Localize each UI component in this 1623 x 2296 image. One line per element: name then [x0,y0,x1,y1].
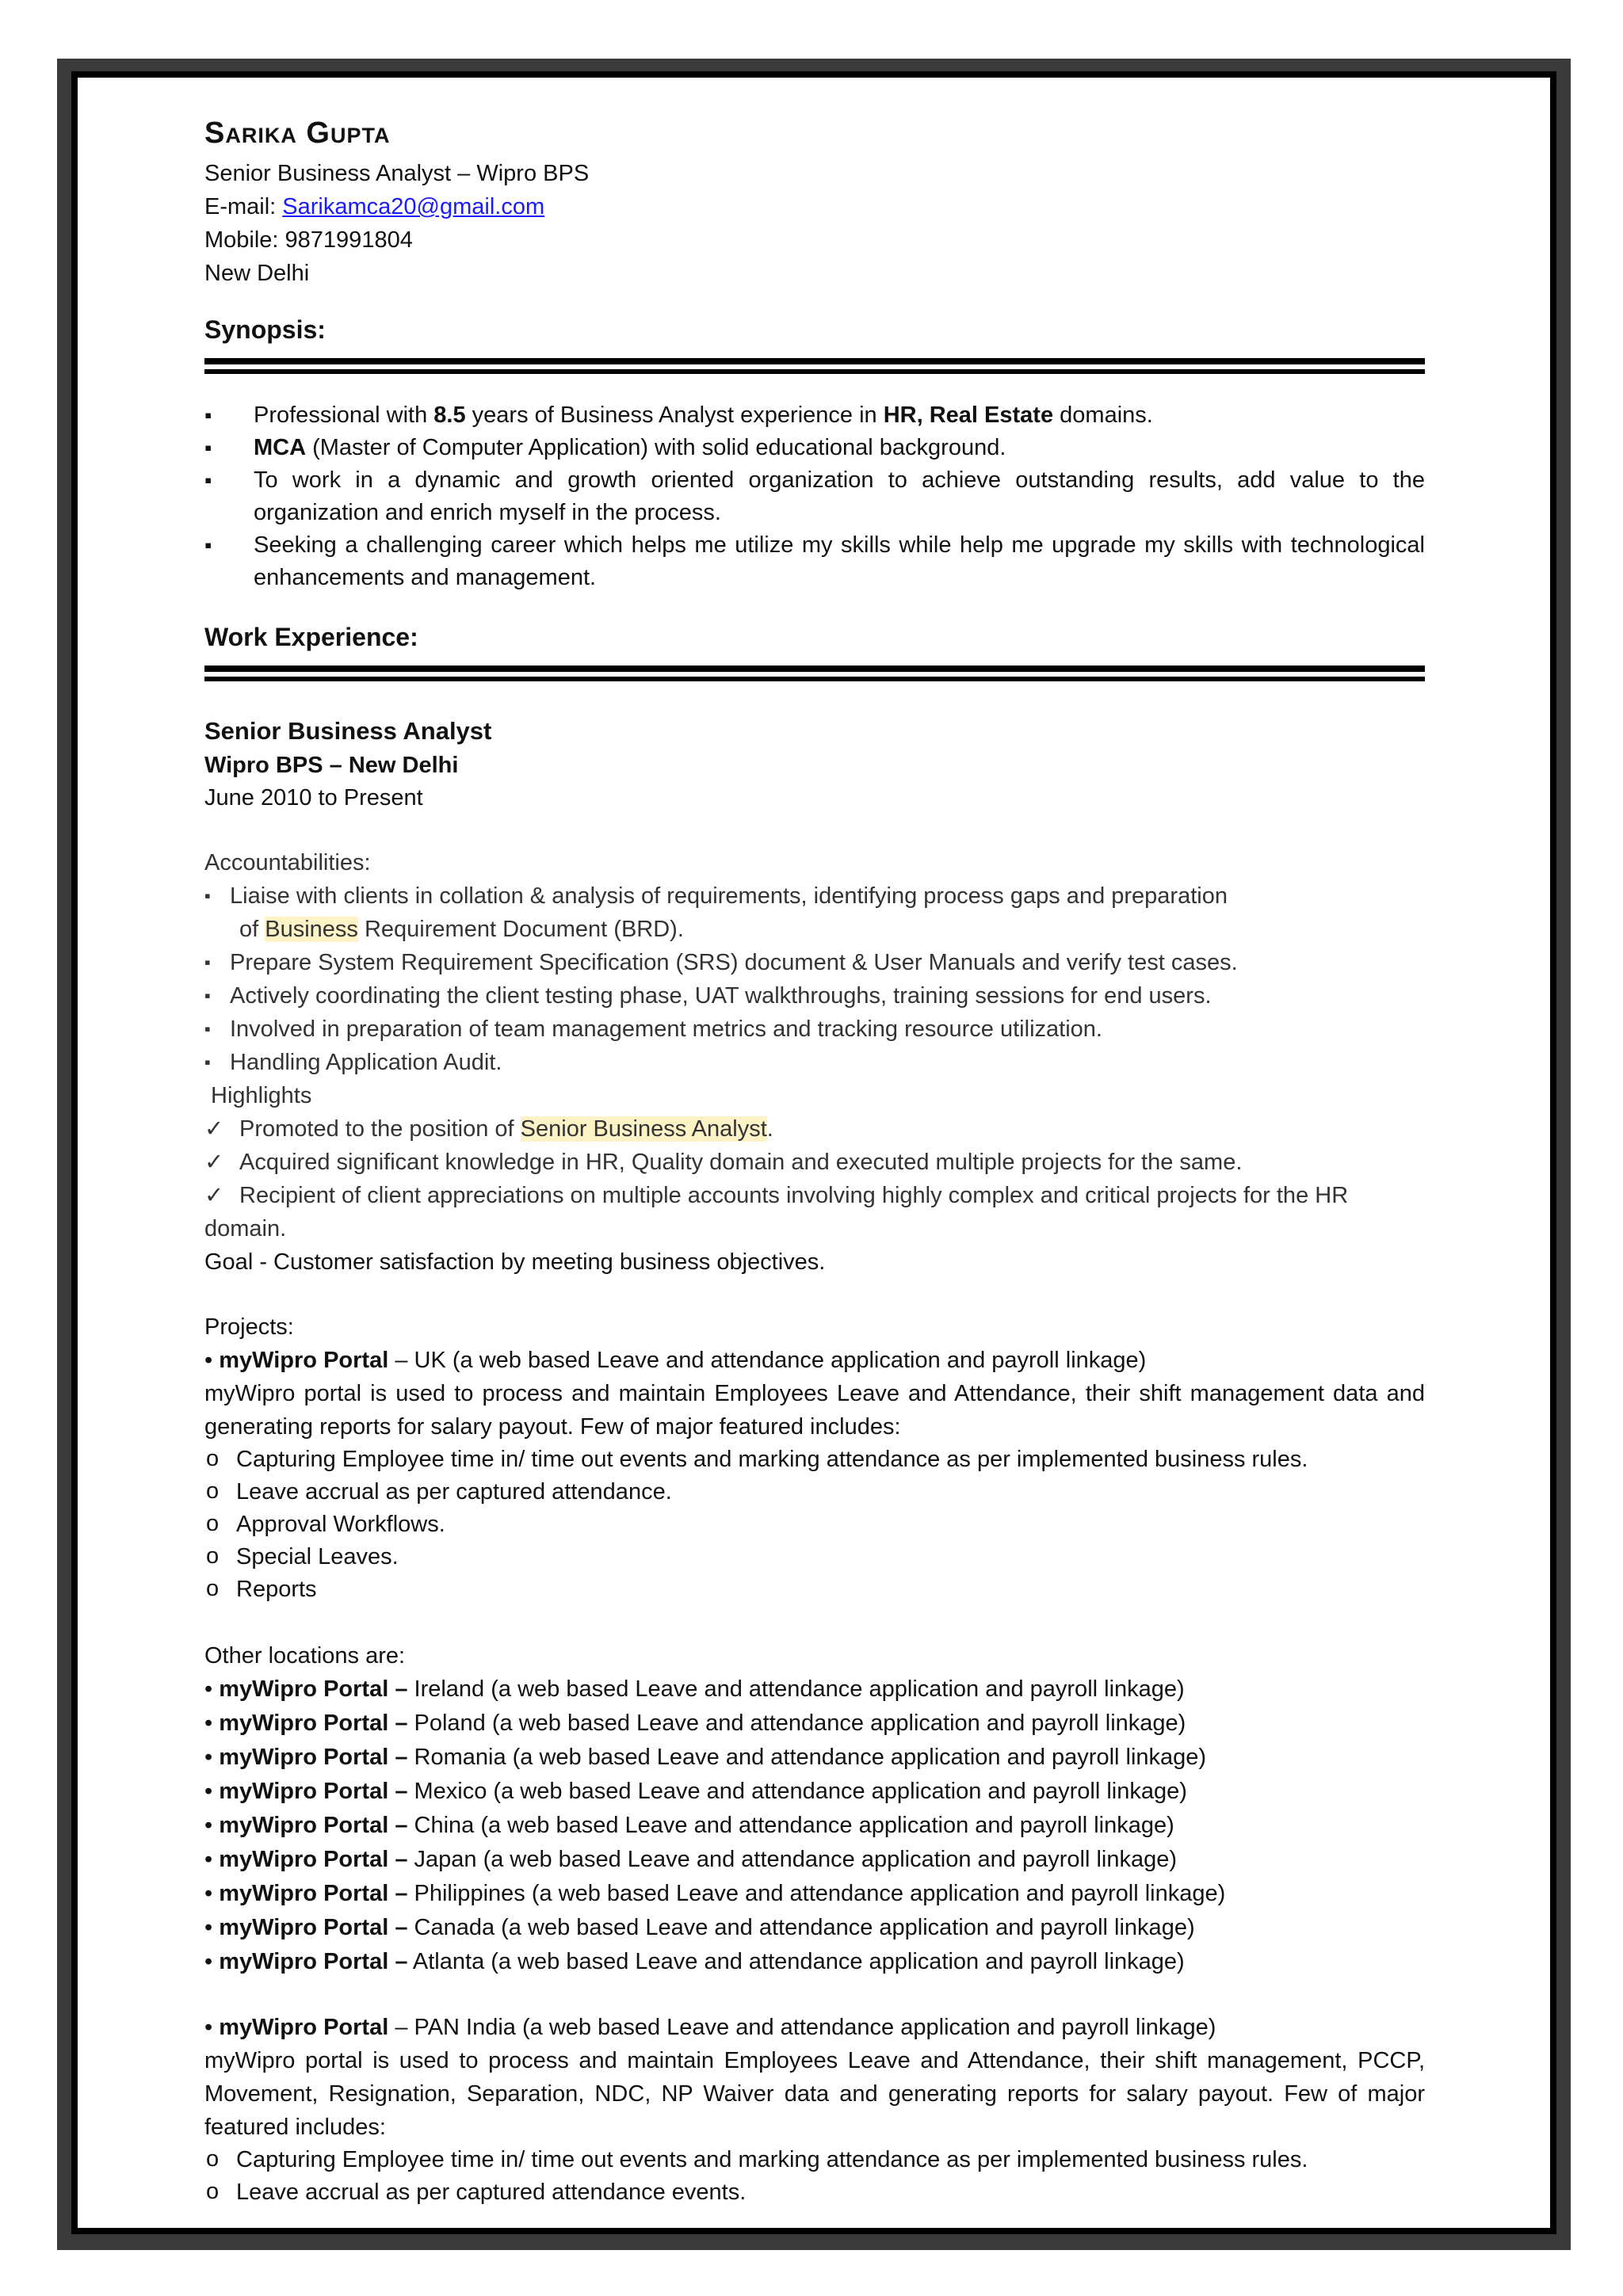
location-item: • myWipro Portal – Japan (a web based Leave and attendance application and payroll linkage) [204,1847,1178,1872]
feature-item: o Leave accrual as per captured attendance events. [204,2176,1425,2209]
section-divider [204,666,1425,683]
company: Wipro BPS – New Delhi [204,753,459,778]
feature-item: o Special Leaves. [204,1541,1425,1573]
document-page [78,78,1550,2228]
candidate-name: Sarika Gupta [204,116,391,150]
accountability-item: ▪ Actively coordinating the client testing phase, UAT walkthroughs, training sessions for end users. [204,979,1425,1013]
project-india-features [204,2144,1425,2209]
location-item: • myWipro Portal – Ireland (a web based Leave and attendance application and payroll linkage) [204,1676,1185,1702]
feature-item: o Reports [204,1573,1425,1606]
accountability-item: ▪ Liaise with clients in collation & analysis of requirements, identifying process gaps and preparation of Business Requirement Document (BRD). [204,879,1425,946]
locations-list [204,1672,1425,1979]
highlight-item: ✓ Promoted to the position of Senior Business Analyst. [204,1112,1425,1146]
email-label: E-mail: [204,194,277,219]
location-item: • myWipro Portal – China (a web based Leave and attendance application and payroll linkage) [204,1813,1174,1838]
mobile-line: Mobile: 9871991804 [204,227,413,253]
highlight-item: ✓ Acquired significant knowledge in HR, Quality domain and executed multiple projects for the same. [204,1146,1425,1179]
goal-line: Goal - Customer satisfaction by meeting business objectives. [204,1249,826,1275]
feature-item: o Approval Workflows. [204,1508,1425,1541]
feature-item: o Leave accrual as per captured attendance. [204,1476,1425,1508]
synopsis-item: ▪ To work in a dynamic and growth oriented organization to achieve outstanding results, add value to the organization and enrich myself in the process. [204,464,1425,529]
location-line: New Delhi [204,261,310,286]
job-dates: June 2010 to Present [204,785,423,810]
synopsis-item: ▪ MCA (Master of Computer Application) with solid educational background. [204,432,1425,464]
section-divider [204,358,1425,376]
project-india-description: myWipro portal is used to process and maintain Employees Leave and Attendance, their shift management, PCCP, Movement, Resignation, Separation, NDC, NP Waiver data and generating reports for salary payout. Few of major featured includes: [204,2048,1425,2140]
project-uk-features [204,1444,1425,1606]
synopsis-item: ▪ Professional with 8.5 years of Business Analyst experience in HR, Real Estate domains. [204,399,1425,432]
feature-item: o Capturing Employee time in/ time out events and marking attendance as per implemented business rules. [204,2144,1425,2176]
accountability-item: ▪ Prepare System Requirement Specification (SRS) document & User Manuals and verify test cases. [204,946,1425,979]
email-link[interactable]: Sarikamca20@gmail.com [282,194,545,219]
job-headline: Senior Business Analyst – Wipro BPS [204,161,590,186]
highlights-heading: Highlights [211,1083,312,1108]
project-uk-description: myWipro portal is used to process and maintain Employees Leave and Attendance, their shift management data and generating reports for salary payout. Few of major featured includes: [204,1381,1425,1440]
other-locations-heading: Other locations are: [204,1643,406,1669]
accountabilities-heading: Accountabilities: [204,850,371,875]
location-item: • myWipro Portal – Canada (a web based Leave and attendance application and payroll linkage) [204,1915,1195,1940]
accountability-item: ▪ Involved in preparation of team management metrics and tracking resource utilization. [204,1013,1425,1046]
location-item: • myWipro Portal – Mexico (a web based Leave and attendance application and payroll linkage) [204,1779,1187,1804]
projects-heading: Projects: [204,1314,294,1340]
location-item: • myWipro Portal – Philippines (a web based Leave and attendance application and payroll linkage) [204,1881,1226,1906]
synopsis-item: ▪ Seeking a challenging career which helps me utilize my skills while help me upgrade my skills with technological enhancements and management. [204,529,1425,594]
accountabilities-list [204,879,1425,1079]
resume-content [204,109,1425,2209]
location-item: • myWipro Portal – Atlanta (a web based Leave and attendance application and payroll linkage) [204,1949,1185,1974]
location-item: • myWipro Portal – Poland (a web based Leave and attendance application and payroll linkage) [204,1711,1186,1736]
spacer [204,1979,1425,2011]
job-title: Senior Business Analyst [204,717,492,745]
contact-block [204,157,1425,290]
email-line [204,190,1425,223]
highlights-list [204,1112,1425,1245]
accountability-item: ▪ Handling Application Audit. [204,1046,1425,1079]
location-item: • myWipro Portal – Romania (a web based Leave and attendance application and payroll linkage) [204,1745,1207,1770]
project-india-heading: • myWipro Portal – PAN India (a web based Leave and attendance application and payroll linkage) [204,2015,1216,2040]
feature-item: o Capturing Employee time in/ time out events and marking attendance as per implemented business rules. [204,1444,1425,1476]
highlight-item: ✓ Recipient of client appreciations on multiple accounts involving highly complex and critical projects for the HR domain. [204,1179,1425,1245]
synopsis-list [204,399,1425,594]
project-uk-heading: • myWipro Portal – UK (a web based Leave and attendance application and payroll linkage) [204,1348,1147,1373]
synopsis-heading: Synopsis: [204,315,326,344]
work-experience-heading: Work Experience: [204,623,418,651]
